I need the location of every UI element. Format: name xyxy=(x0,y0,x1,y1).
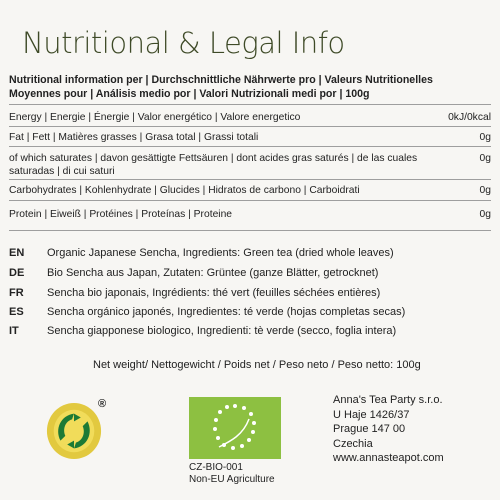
divider xyxy=(9,230,491,231)
bio-certification xyxy=(189,462,275,486)
nutrient-label: Energy | Energie | Énergie | Valor energético | Valore energetico xyxy=(9,112,301,123)
nutrient-value: 0g xyxy=(479,132,491,143)
ingredient-text: Bio Sencha aus Japan, Zutaten: Grüntee (ganze Blätter, getrocknet) xyxy=(47,267,379,279)
nutrient-value: 0g xyxy=(479,209,491,220)
page-title: Nutritional & Legal Info xyxy=(22,26,345,60)
nutrient-label: Protein | Eiweiß | Protéines | Proteínas | Proteine xyxy=(9,209,233,220)
ingredient-text: Sencha giapponese biologico, Ingredienti: tè verde (secco, foglia intera) xyxy=(47,325,397,337)
ingredient-text: Sencha bio japonais, Ingrédients: thé vert (feuilles séchées entières) xyxy=(47,287,381,299)
company-name: Anna's Tea Party s.r.o. xyxy=(333,394,443,406)
divider xyxy=(9,200,491,201)
registered-mark: ® xyxy=(98,398,107,410)
ingredient-text: Sencha orgánico japonés, Ingredientes: té verde (hojas completas secas) xyxy=(47,306,406,318)
divider xyxy=(9,179,491,180)
net-weight: Net weight/ Nettogewicht / Poids net / Peso neto / Peso netto: 100g xyxy=(93,359,421,371)
language-code: EN xyxy=(9,247,25,259)
language-code: DE xyxy=(9,267,25,279)
green-dot-recycling-icon xyxy=(45,402,103,460)
company-address xyxy=(333,393,444,466)
divider xyxy=(9,104,491,105)
divider xyxy=(9,146,491,147)
eu-organic-leaf-icon xyxy=(189,397,281,459)
language-code: ES xyxy=(9,306,24,318)
divider xyxy=(9,126,491,127)
language-code: FR xyxy=(9,287,24,299)
bio-code: CZ-BIO-001 xyxy=(189,462,243,473)
nutrient-label: Fat | Fett | Matières grasses | Grasa total | Grassi totali xyxy=(9,132,259,143)
language-code: IT xyxy=(9,325,19,337)
city: Prague 147 00 xyxy=(333,423,406,435)
nutrient-value: 0g xyxy=(479,153,491,164)
street: U Haje 1426/37 xyxy=(333,408,410,421)
nutrient-label: of which saturates | davon gesättigte Fettsäuren | dont acides gras saturés | de las cuales saturadas | di cui saturi xyxy=(9,153,418,177)
country: Czechia xyxy=(333,437,373,450)
nutrition-header: Nutritional information per | Durchschnittliche Nährwerte pro | Valeurs Nutritionelles Moyennes pour | Análisis medio por | Valori Nutrizionali medi por | 100g xyxy=(9,74,433,100)
nutrient-value: 0kJ/0kcal xyxy=(448,112,491,123)
ingredient-text: Organic Japanese Sencha, Ingredients: Green tea (dried whole leaves) xyxy=(47,247,394,259)
website-link[interactable]: www.annasteapot.com xyxy=(333,452,444,464)
nutrient-value: 0g xyxy=(479,185,491,196)
nutrient-label: Carbohydrates | Kohlenhydrate | Glucides | Hidratos de carbono | Carboidrati xyxy=(9,185,360,196)
agriculture-origin: Non-EU Agriculture xyxy=(189,474,275,485)
